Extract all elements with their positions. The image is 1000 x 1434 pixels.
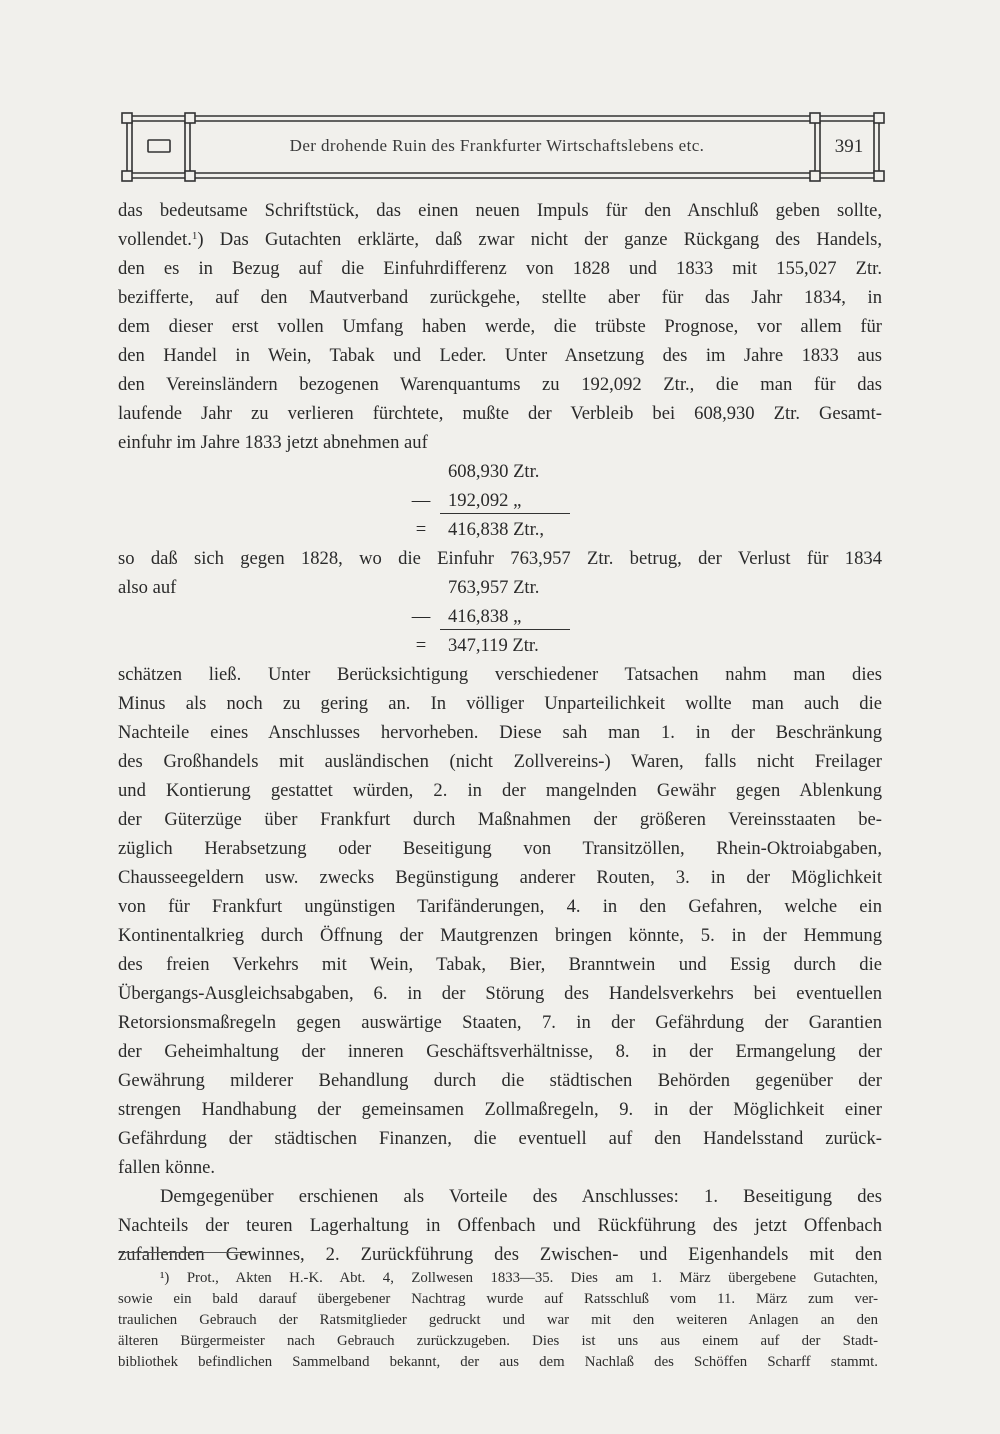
calc-row (118, 486, 882, 515)
text-line: Nachteils der teuren Lagerhaltung in Offenbach und Rückführung des jetzt Offenbach (118, 1215, 882, 1236)
calc-operator: — (411, 606, 431, 627)
text-line: Gewährung milderer Behandlung durch die städtischen Behörden gegenüber der (118, 1070, 882, 1091)
text-line: den Vereinsländern bezogenen Warenquantums zu 192,092 Ztr., die man für das (118, 374, 882, 395)
text-line: den es in Bezug auf die Einfuhrdifferenz von 1828 und 1833 mit 155,027 Ztr. (118, 258, 882, 279)
calc-lead-text: also auf (118, 577, 177, 598)
calc-value: 416,838 Ztr., (448, 519, 545, 540)
calc-operator: = (415, 635, 427, 656)
text-line: Kontinentalkrieg durch Öffnung der Mautgrenzen bringen könnte, 5. in der Hemmung (118, 925, 882, 946)
text-line: züglich Herabsetzung oder Beseitigung von Transitzöllen, Rhein-Oktroiabgaben, (118, 838, 882, 859)
footnote-line: traulichen Gebrauch der Ratsmitglieder gedruckt und war mit den weiteren Anlagen an den (118, 1312, 878, 1328)
text-line: fallen könne. (118, 1157, 216, 1178)
text-line: und Kontierung gestattet würden, 2. in der mangelnden Gewähr gegen Ablenkung (118, 780, 882, 801)
text-line: Minus als noch zu gering an. In völliger Unparteilichkeit wollte man auch die (118, 693, 882, 714)
text-line: bezifferte, auf den Mautverband zurückgehe, stellte aber für das Jahr 1834, in (118, 287, 882, 308)
text-segment: ) Das Gutachten erklärte, daß zwar nicht der ganze Rückgang des Handels, (197, 229, 882, 250)
text-segment: vollendet. (118, 229, 192, 250)
text-line: so daß sich gegen 1828, wo die Einfuhr 763,957 Ztr. betrug, der Verlust für 1834 (118, 548, 882, 569)
calc-row (118, 515, 882, 544)
calc-value: 347,119 Ztr. (448, 635, 539, 656)
calc-value: 608,930 Ztr. (448, 461, 540, 482)
calc-value: 416,838 „ (448, 606, 522, 627)
text-line: Gefährdung der städtischen Finanzen, die eventuell auf den Handelsstand zurück- (118, 1128, 882, 1149)
text-line: das bedeutsame Schriftstück, das einen neuen Impuls für den Anschluß geben sollte, (118, 200, 882, 221)
sum-rule (440, 513, 570, 514)
footnote-line: sowie ein bald darauf übergebener Nachtrag wurde auf Ratsschluß vom 11. März zum ver- (118, 1291, 878, 1307)
calc-row (118, 457, 882, 486)
text-line: strengen Handhabung der gemeinsamen Zollmaßregeln, 9. in der Möglichkeit einer (118, 1099, 882, 1120)
footnote-separator (118, 1252, 248, 1253)
calc-value: 763,957 Ztr. (448, 577, 540, 598)
running-header (118, 112, 888, 184)
text-line: den Handel in Wein, Tabak und Leder. Unter Ansetzung des im Jahre 1833 aus (118, 345, 882, 366)
text-line: Retorsionsmaßregeln gegen auswärtige Staaten, 7. in der Gefährdung der Garantien (118, 1012, 882, 1033)
body-text (118, 196, 882, 1269)
text-line: Chausseegeldern usw. zwecks Begünstigung anderer Routen, 3. in der Möglichkeit (118, 867, 882, 888)
text-line: Demgegenüber erschienen als Vorteile des Anschlusses: 1. Beseitigung des (160, 1186, 882, 1207)
text-line: zufallenden Gewinnes, 2. Zurückführung des Zwischen- und Eigenhandels mit den (118, 1244, 882, 1265)
calc-row (118, 602, 882, 631)
text-line: schätzen ließ. Unter Berücksichtigung verschiedener Tatsachen nahm man dies (118, 664, 882, 685)
text-line: von für Frankfurt ungünstigen Tarifänderungen, 4. in den Gefahren, welche ein (118, 896, 882, 917)
footnote-line: älteren Bürgermeister nach Gebrauch zurückzugeben. Dies ist uns aus einem auf der Stadt- (118, 1333, 878, 1349)
header-title: Der drohende Ruin des Frankfurter Wirtschaftslebens etc. (289, 136, 705, 155)
calc-operator: — (411, 490, 431, 511)
footnotes (118, 1268, 878, 1373)
text-line: einfuhr im Jahre 1833 jetzt abnehmen auf (118, 432, 428, 453)
text-line: laufende Jahr zu verlieren fürchtete, mußte der Verbleib bei 608,930 Ztr. Gesamt- (118, 403, 882, 424)
footnote-ref[interactable]: 1 (191, 230, 198, 242)
calc-row (118, 573, 882, 602)
sum-rule (440, 629, 570, 630)
text-line: dem dieser erst vollen Umfang haben werde, die trübste Prognose, vor allem für (118, 316, 882, 337)
text-line: der Geheimhaltung der inneren Geschäftsverhältnisse, 8. in der Ermangelung der (118, 1041, 882, 1062)
text-line: der Güterzüge über Frankfurt durch Maßnahmen der größeren Vereinsstaaten be- (118, 809, 882, 830)
page-number: 391 (834, 136, 864, 157)
text-line: des freien Verkehrs mit Wein, Tabak, Bier, Branntwein und Essig durch die (118, 954, 882, 975)
text-line: Übergangs-Ausgleichsabgaben, 6. in der Störung des Handelsverkehrs bei eventuellen (118, 983, 882, 1004)
text-line (118, 225, 882, 254)
calc-value: 192,092 „ (448, 490, 522, 511)
calc-operator: = (415, 519, 427, 540)
calc-row (118, 631, 882, 660)
text-line: Nachteile eines Anschlusses hervorheben. Diese sah man 1. in der Beschränkung (118, 722, 882, 743)
footnote-line: ¹) Prot., Akten H.-K. Abt. 4, Zollwesen 1833—35. Dies am 1. März übergebene Gutachten, (160, 1270, 878, 1286)
text-line: des Großhandels mit ausländischen (nicht Zollvereins-) Waren, falls nicht Freilager (118, 751, 882, 772)
footnote-line: bibliothek befindlichen Sammelband bekannt, der aus dem Nachlaß des Schöffen Scharff stammt. (118, 1354, 878, 1370)
